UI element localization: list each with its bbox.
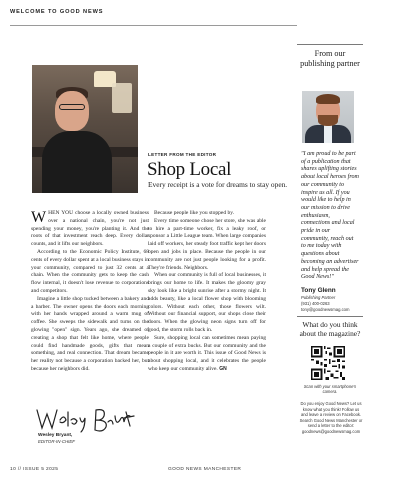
paragraph: According to the Economic Policy Institute, 68 cents of every dollar spent at a local business stays in your community, compared to just 32 cents at a chain. When the community gets to keep the cash flow internal, it doesn't lose revenue to corporations and competitors. [31,248,149,294]
header-divider [10,25,297,26]
hair-shape [316,94,340,104]
shirt-shape [324,125,332,143]
page-header [10,9,390,23]
partner-email: tony@goodnewsmag.com [301,307,350,312]
partner-quote: "I am proud to be part of a publication that shares uplifting stories about local heroes from our community to inspire us all. If you would like to help in our mission to drive enthusiasm, connections and local pride in our community, reach out to me today with questions about becoming an advertiser and help spread the Good News!" [301,151,359,281]
end-mark: GN [219,365,227,372]
sidebar-heading: From our publishing partner [300,49,360,68]
signature-image [34,404,144,436]
section-title: WELCOME TO GOOD NEWS [10,9,104,15]
editor-photo [32,65,138,193]
page-issue: 10 // ISSUE 5 2025 [10,467,59,472]
partner-photo [302,91,354,143]
face-shape [55,91,89,131]
paragraph: Every time someone chose her store, she was able to hire a part-time worker, fix a leaky roof, or sponsor a Little League team. When large companies laid off workers, her steady foot traffic kept her doors open and jobs in place. Because the people in our community are not just people looking for a profit. They're friends. Neighbors. [148,217,267,271]
paragraph: Because people like you stopped by. [154,210,234,216]
article-column-1 [31,210,149,374]
publication-name: GOOD NEWS MANCHESTER [168,467,242,472]
signature-role: EDITOR-IN-CHIEF [38,439,75,444]
glasses-icon [59,104,85,110]
paragraph-text: HEN YOU choose a locally owned business over a national chain, you're not just spending your money, you're planting it. And the roots of that investment reach deep. Every dollar counts, and it lifts our neighbors. [31,210,149,248]
partner-name: Tony Glenn [301,287,336,294]
paragraph [148,335,266,374]
paragraph: Imagine a little shop tucked between a bakery and a barber. The owner opens the doors each morning with her hands wrapped around a warm mug of coffee. She sweeps the sidewalk and turns on the glowing "open" sign. Years ago, she dreamed of creating a shop that felt like home, where people could find handmade goods, gifts that mean something, and real connection. That dream became her reality not because a corporation backed her, but because her neighbors did. [31,295,149,372]
shirt-shape [42,131,112,193]
paragraph: When our community is full of local businesses, it brings our home to life. It makes the gloomy gray sky look like a bright sunrise after a stormy night. It adds beauty, like a local flower shop with blooming colors. Without each other, those flowers wilt. Without our financial support, our shops close their doors. When the glowing neon signs turn off for good, the storm rolls back in. [148,272,266,333]
partner-role: Publishing Partner [301,295,336,300]
article-column-2 [148,210,266,374]
paragraph-text: Sure, shopping local can sometimes mean paying a couple of extra bucks. But our community and the people in it are worth it. This issue of Good News is about shopping local, and it celebrates the people who keep our community alive. [148,334,266,372]
partner-phone: (931) 400-0263 [301,301,330,306]
paragraph [31,210,149,249]
article-eyebrow: LETTER FROM THE EDITOR [148,152,217,157]
feedback-heading: What do you think about the magazine? [299,320,361,338]
lamp-shape [112,83,132,113]
beard-shape [318,115,338,126]
signature-name: Wesley Bryant, [38,433,73,438]
sidebar-divider [297,316,363,317]
qr-caption: Scan with your smartphone's camera. [303,384,357,395]
qr-code-icon[interactable] [311,346,345,380]
article-subtitle: Every receipt is a vote for dreams to stay open. [148,180,288,189]
feedback-note: Do you enjoy Good News? Let us know what you think! Follow us and leave a review on Facebook. Search Good News Manchester or send a letter to the editor: goodnews@goodnewsmag.com [299,401,363,434]
article-title: Shop Local [147,159,232,180]
sidebar-divider [297,44,363,45]
drop-cap: W [31,209,47,226]
